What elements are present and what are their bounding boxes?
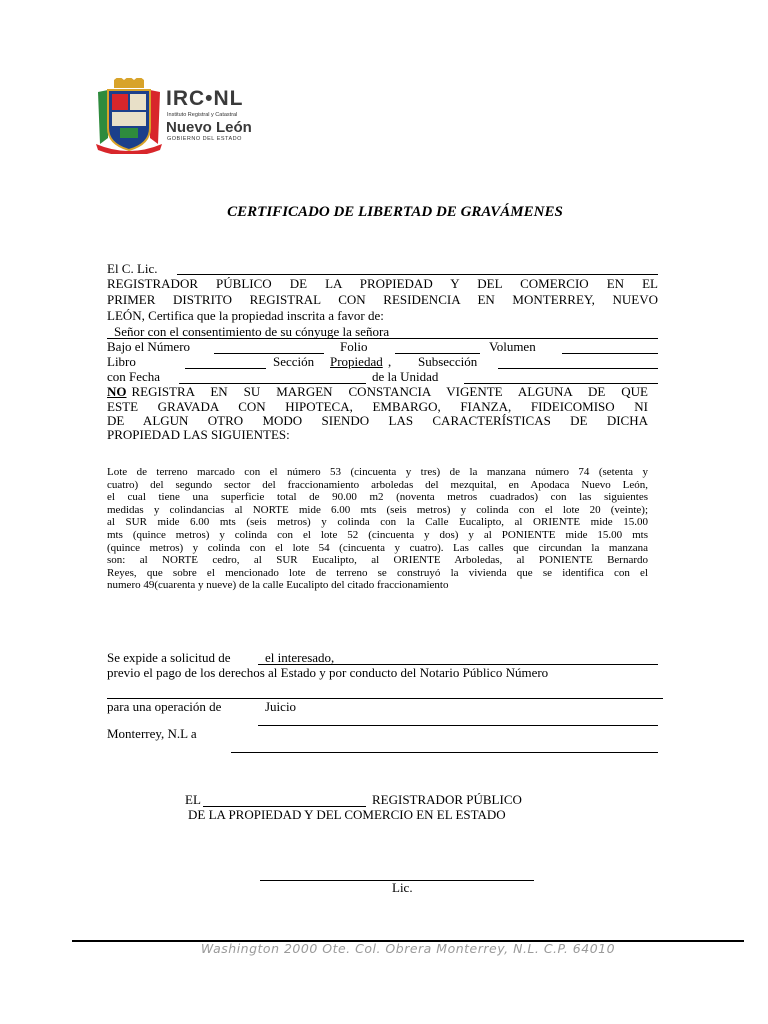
subseccion-line xyxy=(498,368,658,369)
volumen-label: Volumen xyxy=(489,339,536,354)
registrador-line-1: REGISTRADOR PÚBLICO DE LA PROPIEDAD Y DEL COMERCIO EN EL xyxy=(107,276,658,291)
registrador-line-2: PRIMER DISTRITO REGISTRAL CON RESIDENCIA EN MONTERREY, NUEVO xyxy=(107,292,658,307)
lic-name-line xyxy=(177,274,658,275)
signature-propiedad: DE LA PROPIEDAD Y DEL COMERCIO EN EL ESTADO xyxy=(188,807,506,822)
de-la-unidad-label: de la Unidad xyxy=(372,369,439,384)
el-c-lic-label: El C. Lic. xyxy=(107,261,158,276)
seccion-label: Sección xyxy=(273,354,315,369)
statement-line-4: PROPIEDAD LAS SIGUIENTES: xyxy=(107,427,290,442)
subseccion-label: Subsección xyxy=(418,354,478,369)
description-line: Lote de terreno marcado con el número 53 (cincuenta y tres) de la manzana número 74 (setenta y xyxy=(107,466,648,478)
folio-label: Folio xyxy=(340,339,368,354)
description-line: al SUR mide 6.00 mts (seis metros) y colinda con la Calle Eucalipto, al ORIENTE mide 15.00 xyxy=(107,516,648,529)
interesado-value: el interesado, xyxy=(265,650,335,665)
logo-government: GOBIERNO DEL ESTADO xyxy=(167,136,242,142)
property-description xyxy=(107,466,648,592)
beneficiary-text: Señor con el consentimiento de su cónyuge la señora xyxy=(114,324,390,339)
operacion-value: Juicio xyxy=(265,699,297,714)
logo-subtitle: Instituto Registral y Catastral xyxy=(167,112,238,118)
description-line: (quince metros) y colinda con el lote 54 (cincuenta y cuatro). Las calles que circundan la manzana xyxy=(107,541,648,554)
place-date-label: Monterrey, N.L a xyxy=(107,726,197,741)
description-line: medidas y colindancias al NORTE mide 6.00 mts (seis metros) y colinda con el lote 20 (veinte); xyxy=(107,503,648,516)
document-title: CERTIFICADO DE LIBERTAD DE GRAVÁMENES xyxy=(227,204,563,220)
seccion-value: Propiedad xyxy=(330,354,383,369)
coat-of-arms-icon xyxy=(94,78,164,154)
signature-lic: Lic. xyxy=(392,880,413,895)
certifica-text: LEÓN, Certifica que la propiedad inscrita a favor de: xyxy=(107,308,384,323)
logo-state: Nuevo León xyxy=(166,119,252,136)
signature-el: EL xyxy=(185,792,201,807)
volumen-line xyxy=(562,353,658,354)
description-line: cuatro) del segundo sector del fraccionamiento arboledas del mezquital, en Apodaca Nuevo León, xyxy=(107,478,648,491)
description-line: mts (quince metros) y colinda con el lote 52 (cincuenta y dos) y al PONIENTE mide 15.00 mts xyxy=(107,528,648,541)
statement-line-1 xyxy=(107,384,648,399)
libro-line xyxy=(185,368,266,369)
statement-line-1-rest: REGISTRA EN SU MARGEN CONSTANCIA VIGENTE ALGUNA DE QUE xyxy=(131,384,648,399)
logo-brand: IRC•NL xyxy=(166,87,244,110)
description-line: numero 49(cuarenta y nueve) de la calle Eucalipto del citado fraccionamiento xyxy=(107,579,449,592)
libro-label: Libro xyxy=(107,354,136,369)
statement-line-2: ESTE GRAVADA CON HIPOTECA, EMBARGO, FIANZA, FIDEICOMISO NI xyxy=(107,399,648,414)
description-line: Reyes, que sobre el mencionado lote de terreno se construyó la vivienda que se identifica con el xyxy=(107,566,648,579)
footer-address: Washington 2000 Ote. Col. Obrera Monterrey, N.L. C.P. 64010 xyxy=(200,941,616,956)
description-line: son: al NORTE cedro, al SUR Eucalipto, al ORIENTE Arboledas, al PONIENTE Bernardo xyxy=(107,554,648,567)
irc-nl-logo xyxy=(94,78,274,156)
operacion-line xyxy=(258,725,658,726)
con-fecha-label: con Fecha xyxy=(107,369,161,384)
bajo-numero-label: Bajo el Número xyxy=(107,339,191,354)
seccion-comma: , xyxy=(388,354,392,369)
se-expide-label: Se expide a solicitud de xyxy=(107,650,231,665)
operacion-label: para una operación de xyxy=(107,699,222,714)
description-line: el cual tiene una superficie total de 90.00 m2 (noventa metros cuadrados) con las siguientes xyxy=(107,491,648,504)
statement-line-3: DE ALGUN OTRO MODO SIENDO LAS CARACTERÍSTICAS DE DICHA xyxy=(107,413,648,428)
no-emphasis: NO xyxy=(107,384,127,399)
previo-pago-text: previo el pago de los derechos al Estado y por conducto del Notario Público Número xyxy=(107,665,549,680)
signature-registrador: REGISTRADOR PÚBLICO xyxy=(372,792,522,807)
date-line xyxy=(231,752,658,753)
